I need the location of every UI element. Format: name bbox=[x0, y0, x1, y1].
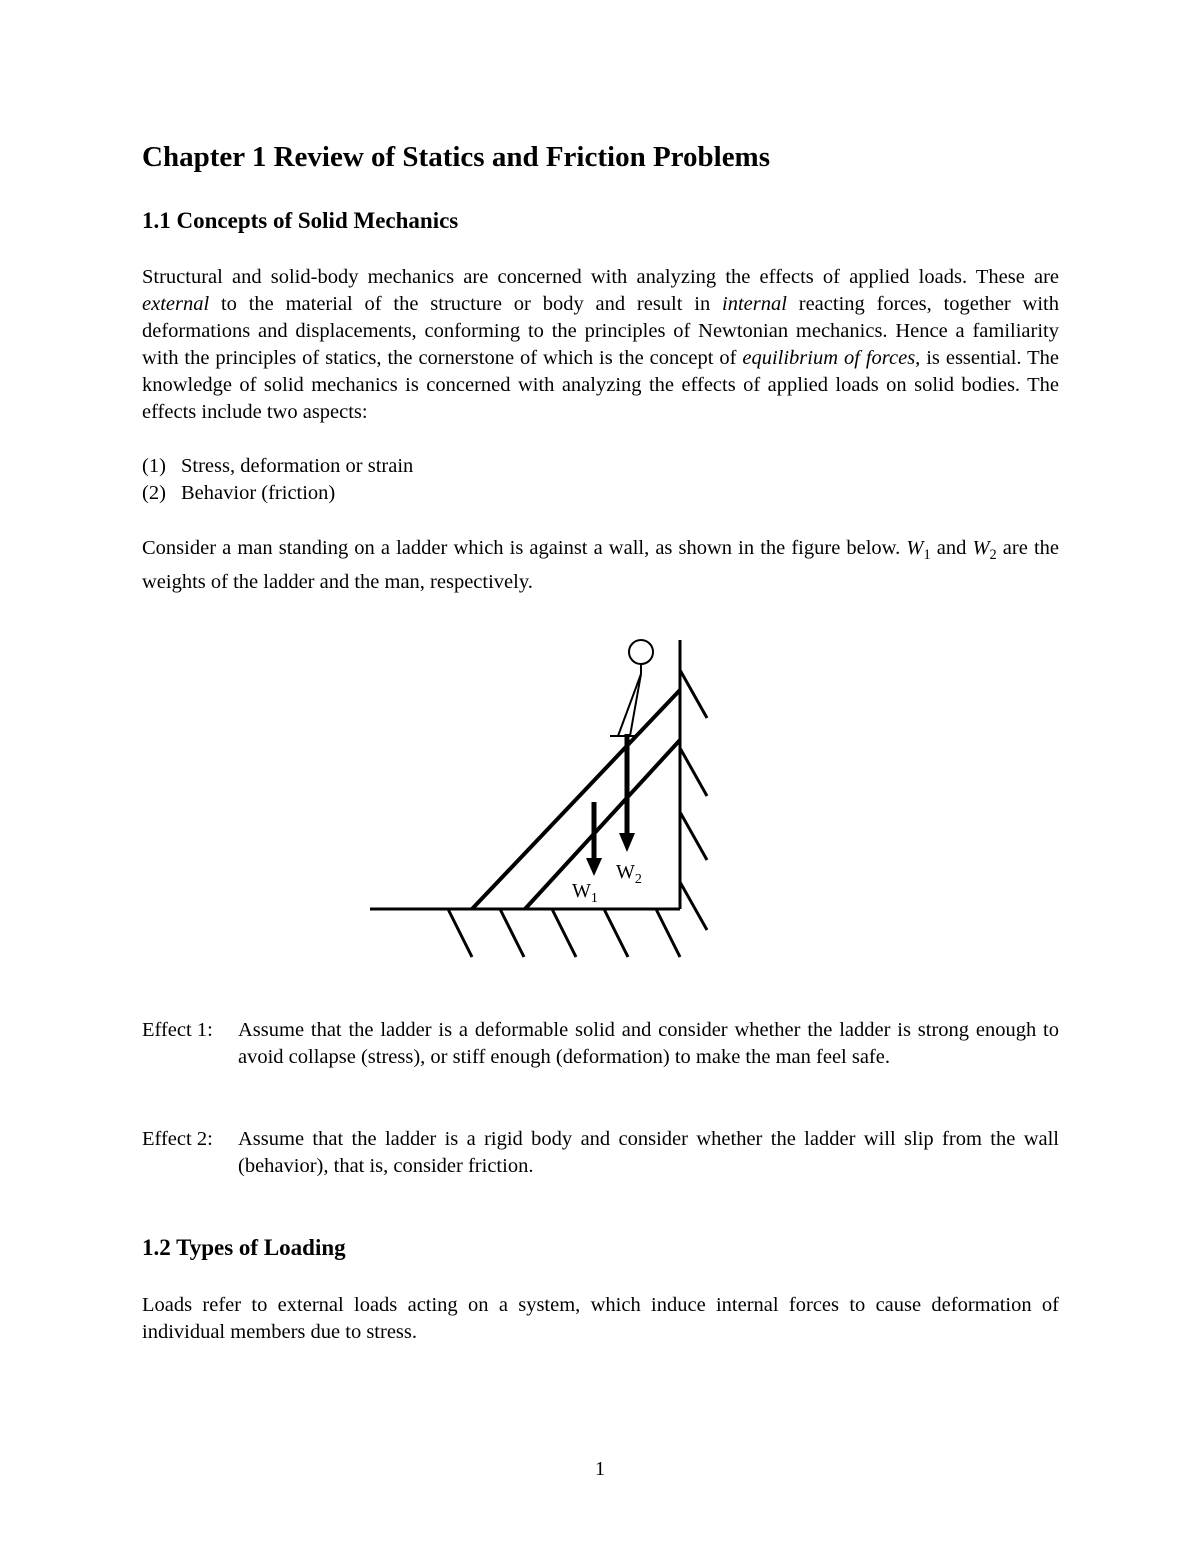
man-figure bbox=[610, 640, 653, 736]
w2-label: $W_2$ bbox=[616, 861, 642, 887]
effect-label: Effect 2: bbox=[142, 1128, 213, 1150]
list-item: (2) Behavior (friction) bbox=[142, 482, 336, 504]
list-item: (1) Stress, deformation or strain bbox=[142, 455, 414, 477]
ladder-rail-lower bbox=[525, 740, 680, 909]
intro-paragraph: Structural and solid-body mechanics are concerned with analyzing the effects of applied loads. These are external to the material of the structure or body and result in internal reacting forces, together with deformations and displacements, conforming to the principles of Newtonian mechanics. Hence a familiarity with the principles of statics, the cornerstone of which is the concept of equilibrium of forces, is essential. The knowledge of solid mechanics is concerned with analyzing the effects of applied loads on solid bodies. The effects include two aspects: bbox=[142, 266, 1059, 423]
section-heading-1-2: 1.2 Types of Loading bbox=[142, 1235, 346, 1260]
ladder-figure bbox=[360, 630, 720, 970]
chapter-title: Chapter 1 Review of Statics and Friction Problems bbox=[142, 141, 771, 173]
effect-2 bbox=[142, 1126, 1059, 1180]
w1-label: $W_1$ bbox=[572, 880, 598, 906]
effect-text: Assume that the ladder is a deformable solid and consider whether the ladder is strong enough to avoid collapse (stress), or stiff enough (deformation) to make the man feel safe. bbox=[238, 1019, 1059, 1068]
effect-label: Effect 1: bbox=[142, 1019, 213, 1041]
section-heading-1-1: 1.1 Concepts of Solid Mechanics bbox=[142, 208, 459, 233]
effect-text: Assume that the ladder is a rigid body and consider whether the ladder will slip from the wall (behavior), that is, consider friction. bbox=[238, 1128, 1059, 1177]
page-number: 1 bbox=[595, 1458, 605, 1480]
ladder-paragraph: Consider a man standing on a ladder which is against a wall, as shown in the figure below. $W_1$ and $W_2$ are the weights of the ladder and the man, respectively. bbox=[142, 537, 1059, 594]
ladder-rail-upper bbox=[472, 690, 680, 909]
loading-paragraph: Loads refer to external loads acting on a system, which induce internal forces to cause deformation of individual members due to stress. bbox=[142, 1294, 1059, 1343]
ground-hatching bbox=[448, 909, 680, 957]
wall-hatching bbox=[680, 670, 707, 930]
effect-1 bbox=[142, 1017, 1059, 1071]
